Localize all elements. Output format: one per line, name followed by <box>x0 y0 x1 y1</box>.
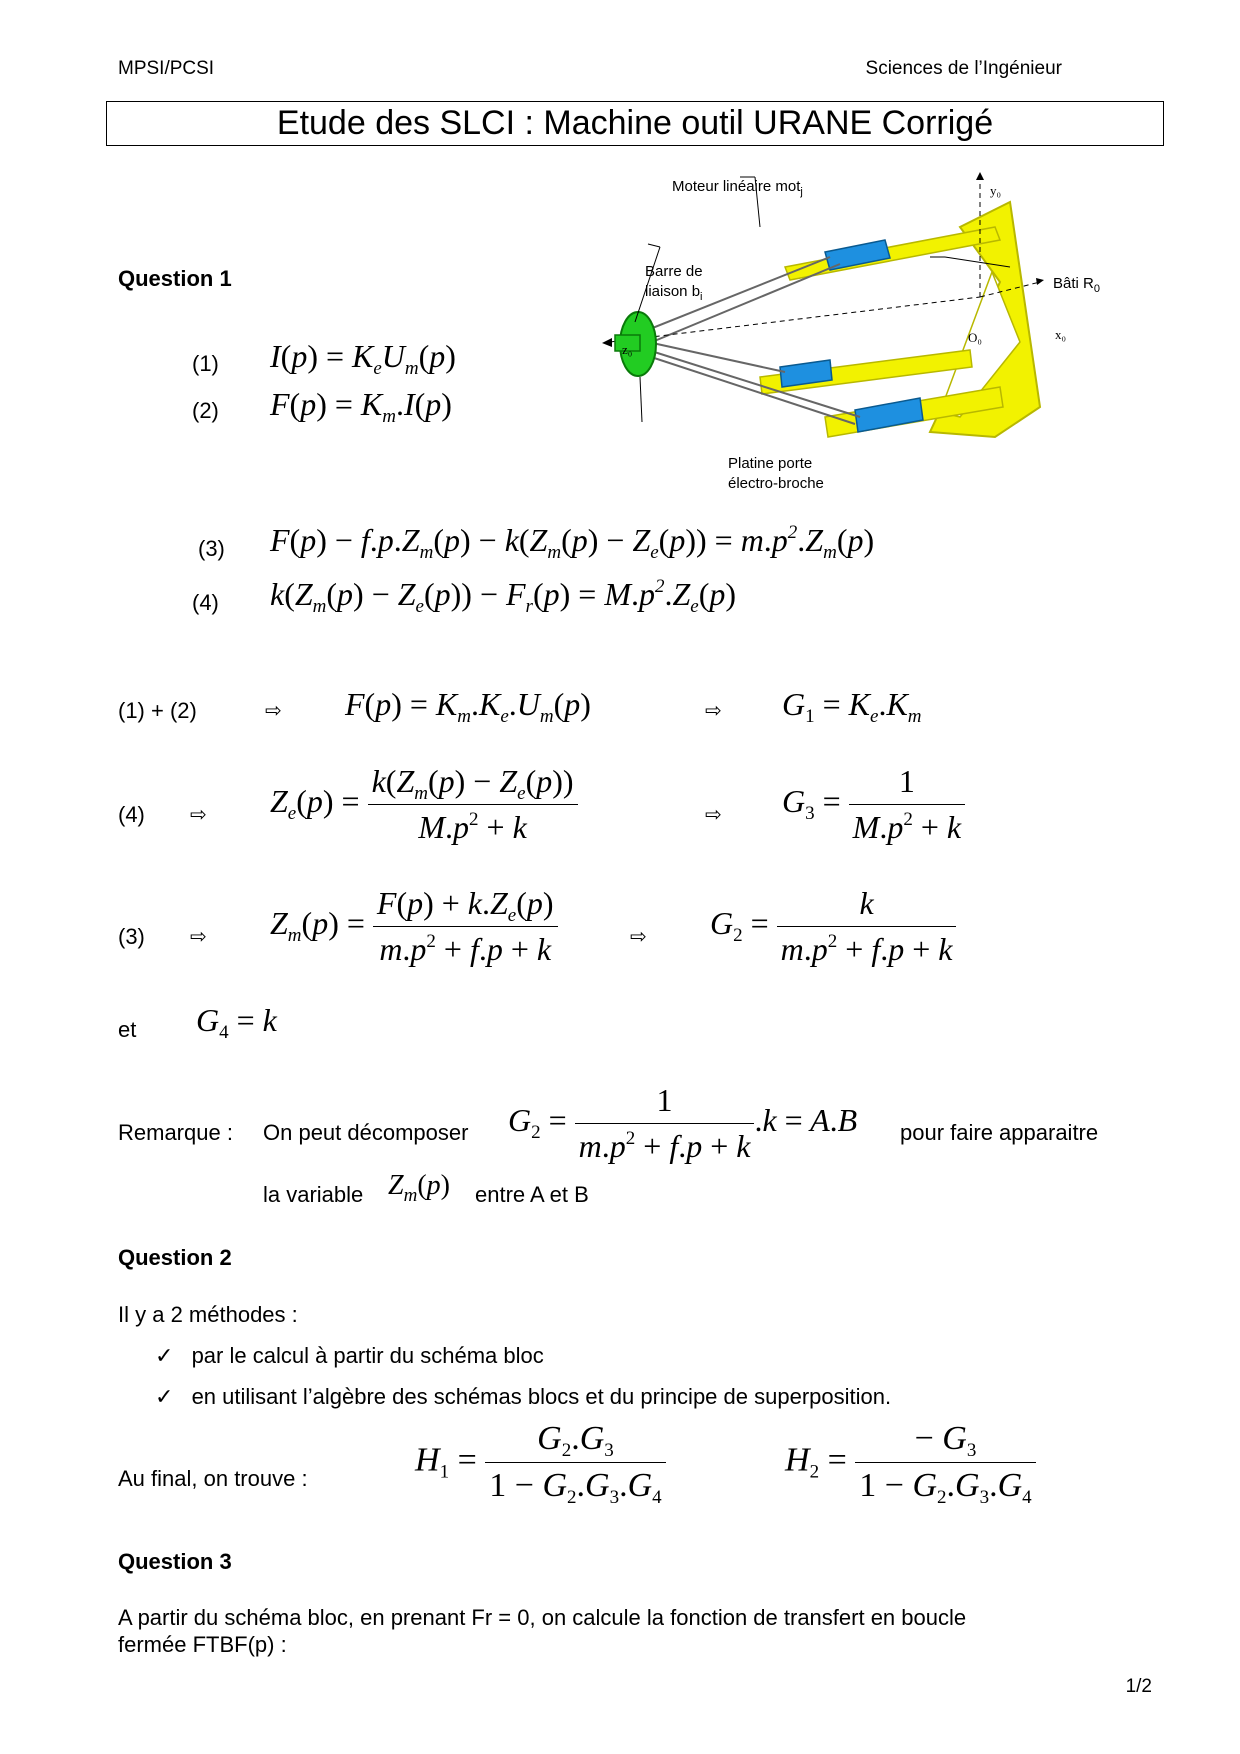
label-platine: Platine porte électro-broche <box>728 455 824 492</box>
check-icon: ✓ <box>155 1385 174 1410</box>
eq4-label: (4) <box>192 590 219 615</box>
bullet-2: ✓ en utilisant l’algèbre des schémas blocs et du principe de superposition. <box>155 1384 892 1410</box>
arrow-1: ⇨ <box>265 700 282 722</box>
q3-text-1: A partir du schéma bloc, en prenant Fr = 0, on calcule la fonction de transfert en boucle <box>118 1605 967 1630</box>
label-barre: Barre de liaison $b_i$ <box>645 263 703 303</box>
eq1: $I(p) = K_eU_m(p)$ <box>270 338 456 379</box>
bottom-motor <box>855 398 923 432</box>
eq-zm-var: $Z_m(p)$ <box>388 1170 450 1206</box>
arrow-4: ⇨ <box>705 804 722 826</box>
arrow-5: ⇨ <box>190 926 207 948</box>
eq-h2: $H_2$ = $\frac{- G_3}{1 - G_2.G_3.G_4}$ <box>785 1420 1036 1505</box>
page-number: 1/2 <box>1125 1676 1152 1697</box>
page-title: Etude des SLCI : Machine outil URANE Corrigé <box>106 101 1164 146</box>
q3-heading: Question 3 <box>118 1549 232 1574</box>
remarque-after: pour faire apparaitre <box>900 1120 1099 1145</box>
q2-final: Au final, on trouve : <box>118 1466 308 1491</box>
eq1-label: (1) <box>192 351 219 376</box>
l3-label: (3) <box>118 924 145 949</box>
check-icon: ✓ <box>155 1344 174 1369</box>
header-right: Sciences de l’Ingénieur <box>865 58 1062 79</box>
combo-label: (1) + (2) <box>118 698 197 723</box>
axis-x0: x₀ <box>1055 327 1067 342</box>
header-left: MPSI/PCSI <box>118 58 215 79</box>
eq-h1: $H_1$ = $\frac{G_2.G_3}{1 - G_2.G_3.G_4}$ <box>415 1420 666 1505</box>
remarque-label: Remarque : <box>118 1120 233 1145</box>
variable-text: la variable <box>263 1182 364 1207</box>
eq-g3: $G_3$ = $\frac{1}{M.p^2 + k}$ <box>782 763 965 846</box>
eq-g4: $G_4 = k$ <box>196 1002 277 1043</box>
axis-z0: z₀ <box>622 342 633 357</box>
q2-intro: Il y a 2 méthodes : <box>118 1302 298 1327</box>
eq3: $F(p) - f.p.Z_m(p) - k(Z_m(p) - Z_e(p)) = m.p^2.Z_m(p)$ <box>270 522 875 563</box>
arrow-2: ⇨ <box>705 700 722 722</box>
q3-text-2: fermée FTBF(p) : <box>118 1632 287 1657</box>
arrow-6: ⇨ <box>630 926 647 948</box>
l4-label: (4) <box>118 802 145 827</box>
q1-heading: Question 1 <box>118 266 232 291</box>
label-moteur: Moteur linéaire mot$_j$ <box>672 178 803 198</box>
axis-y0: y₀ <box>990 183 1002 198</box>
top-rail <box>785 227 1000 280</box>
remarque-text: On peut décomposer <box>263 1120 469 1145</box>
eq2-label: (2) <box>192 398 219 423</box>
et-label: et <box>118 1017 137 1042</box>
eq2: $F(p) = K_m.I(p)$ <box>270 386 452 427</box>
eq3-label: (3) <box>198 536 225 561</box>
bullet-1: ✓ par le calcul à partir du schéma bloc <box>155 1343 544 1369</box>
arrow-3: ⇨ <box>190 804 207 826</box>
machine-figure <box>600 172 1120 502</box>
eq-ze: $Z_e(p)$ = $\frac{k(Z_m(p) - Z_e(p))}{M.p^2 + k}$ <box>270 763 578 846</box>
eq4: $k(Z_m(p) - Z_e(p)) - F_r(p) = M.p^2.Z_e(p)$ <box>270 576 737 617</box>
origin-o0: O₀ <box>968 330 982 345</box>
eq-g2-decomp: $G_2$ = $\frac{1}{m.p^2 + f.p + k}$ .k = A.B <box>508 1082 858 1164</box>
q2-heading: Question 2 <box>118 1245 232 1270</box>
eq-zm: $Z_m(p)$ = $\frac{F(p) + k.Z_e(p)}{m.p^2 + f.p + k}$ <box>270 885 558 968</box>
eq-g2: $G_2$ = $\frac{k}{m.p^2 + f.p + k}$ <box>710 885 956 968</box>
eq-f: $F(p) = K_m.K_e.U_m(p)$ <box>345 686 591 727</box>
entre-text: entre A et B <box>475 1182 589 1207</box>
eq-g1: $G_1 = K_e.K_m$ <box>782 686 922 727</box>
label-bati: Bâti $R_0$ <box>1053 275 1100 295</box>
